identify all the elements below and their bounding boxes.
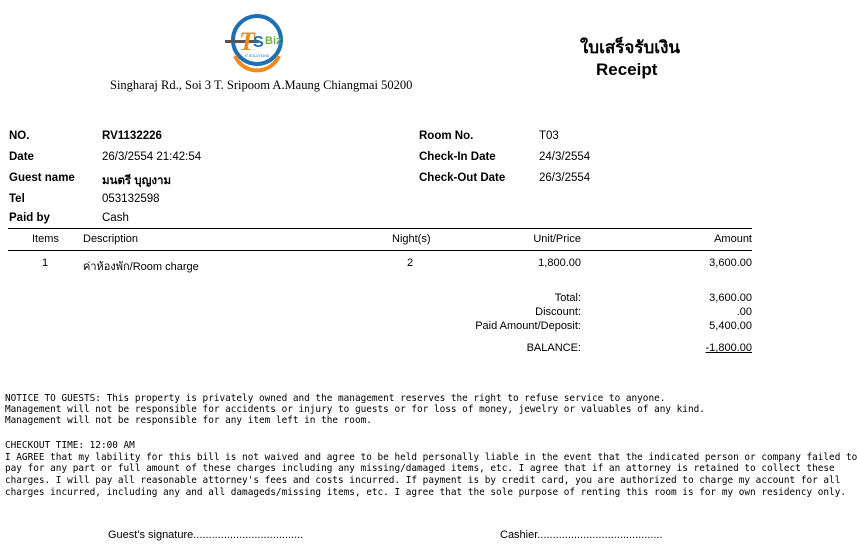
cashier-signature-line: Cashier......................................... bbox=[500, 529, 663, 541]
agreement-line-1: I AGREE that my lability for this bill is not waived and agree to be held personally liable in the event that the indicated person or company failed to bbox=[5, 452, 857, 463]
agreement-line-4: charges incurred, including any and all damageds/missing items, etc. I agree that the sole purpose of renting this room is for my own residency only. bbox=[5, 487, 846, 498]
table-top-rule bbox=[8, 228, 752, 229]
col-header-amount: Amount bbox=[714, 233, 752, 245]
company-address: Singharaj Rd., Soi 3 T. Sripoom A.Maung Chiangmai 50200 bbox=[110, 78, 413, 92]
check-in-label: Check-In Date bbox=[419, 151, 496, 163]
receipt-no-value: RV1132226 bbox=[102, 130, 162, 142]
col-header-unit-price: Unit/Price bbox=[533, 233, 581, 245]
agreement-line-3: charges. I will pay all reasonable attorney's fees and costs incurred. If payment is by credit card, you are authorized to charge my account for all bbox=[5, 475, 841, 486]
svg-text:S: S bbox=[253, 34, 264, 51]
col-header-nights: Night(s) bbox=[392, 233, 431, 245]
notice-line-2: Management will not be responsible for accidents or injury to guests or for loss of money, jewelry or valuables of any kind. bbox=[5, 404, 705, 415]
room-no-label: Room No. bbox=[419, 130, 474, 142]
notice-line-1: NOTICE TO GUESTS: This property is privately owned and the management reserves the right to refuse service to anyone. bbox=[5, 393, 666, 404]
total-value: 3,600.00 bbox=[709, 292, 752, 304]
row-nights: 2 bbox=[407, 257, 414, 269]
total-label: Total: bbox=[554, 292, 581, 304]
receipt-title: Receipt bbox=[596, 60, 658, 79]
paid-deposit-value: 5,400.00 bbox=[709, 320, 752, 332]
balance-value: -1,800.00 bbox=[705, 342, 752, 354]
guest-name-value: มนตรี บุญงาม bbox=[102, 175, 172, 187]
row-amount: 3,600.00 bbox=[709, 257, 752, 269]
row-description: ค่าห้องพัก/Room charge bbox=[83, 261, 199, 273]
guest-signature-line: Guest's signature.................................... bbox=[108, 529, 304, 541]
svg-text:IT SOLUTIONS: IT SOLUTIONS bbox=[244, 54, 270, 58]
paid-by-label: Paid by bbox=[9, 212, 50, 224]
table-header-rule bbox=[8, 250, 752, 251]
discount-label: Discount: bbox=[535, 306, 581, 318]
row-unit-price: 1,800.00 bbox=[538, 257, 581, 269]
agreement-line-2: pay for any part or full amount of these charges including any missing/damaged items, etc. I agree that if an attorney is retained to collect these bbox=[5, 463, 835, 474]
col-header-description: Description bbox=[83, 233, 139, 245]
svg-text:T: T bbox=[239, 27, 255, 56]
discount-value: .00 bbox=[736, 306, 752, 318]
date-value: 26/3/2554 21:42:54 bbox=[102, 151, 202, 163]
balance-label: BALANCE: bbox=[526, 342, 581, 354]
paid-deposit-label: Paid Amount/Deposit: bbox=[475, 320, 581, 332]
receipt-no-label: NO. bbox=[9, 130, 30, 142]
tel-value: 053132598 bbox=[102, 193, 160, 205]
receipt-title-thai: ใบเสร็จรับเงิน bbox=[580, 38, 681, 57]
check-in-value: 24/3/2554 bbox=[539, 151, 591, 163]
notice-line-3: Management will not be responsible for any item left in the room. bbox=[5, 415, 372, 426]
checkout-time: CHECKOUT TIME: 12:00 AM bbox=[5, 440, 135, 451]
svg-text:Biz: Biz bbox=[265, 35, 282, 47]
check-out-value: 26/3/2554 bbox=[539, 172, 591, 184]
room-no-value: T03 bbox=[539, 130, 559, 142]
date-label: Date bbox=[9, 151, 34, 163]
company-logo bbox=[221, 12, 295, 68]
guest-name-label: Guest name bbox=[9, 172, 75, 184]
check-out-label: Check-Out Date bbox=[419, 172, 506, 184]
row-item: 1 bbox=[42, 257, 49, 269]
col-header-items: Items bbox=[32, 233, 59, 245]
paid-by-value: Cash bbox=[102, 212, 129, 224]
tel-label: Tel bbox=[9, 193, 25, 205]
